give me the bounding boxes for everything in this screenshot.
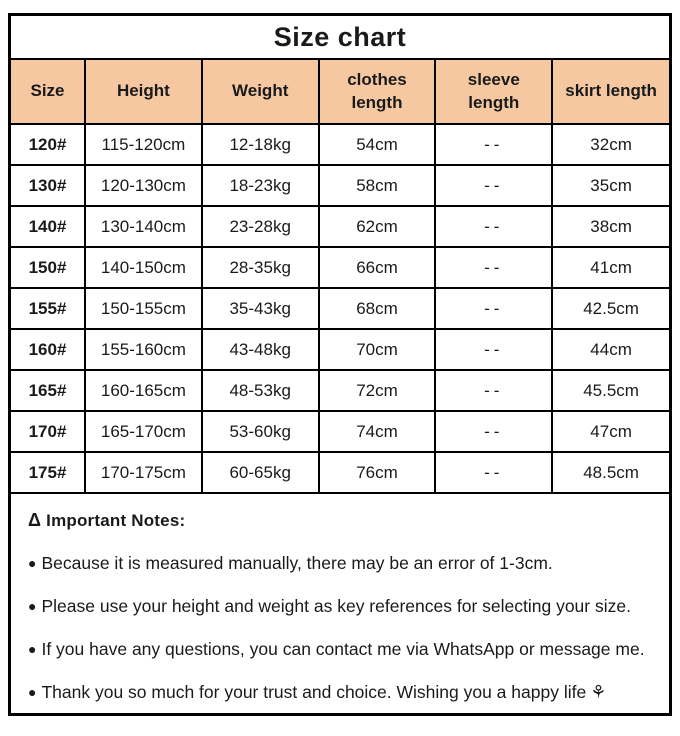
size-cell: 120# bbox=[11, 124, 85, 165]
note-item bbox=[28, 596, 652, 617]
table-row bbox=[11, 329, 669, 370]
table-row bbox=[11, 206, 669, 247]
value-cell: 43-48kg bbox=[202, 329, 319, 370]
note-item bbox=[28, 553, 652, 574]
table-row bbox=[11, 165, 669, 206]
value-cell: -- bbox=[435, 247, 552, 288]
value-cell: 42.5cm bbox=[552, 288, 669, 329]
value-cell: 45.5cm bbox=[552, 370, 669, 411]
size-cell: 130# bbox=[11, 165, 85, 206]
note-text: Because it is measured manually, there may be an error of 1-3cm. bbox=[41, 553, 553, 573]
note-text: If you have any questions, you can contact me via WhatsApp or message me. bbox=[41, 639, 645, 659]
size-cell: 165# bbox=[11, 370, 85, 411]
table-row bbox=[11, 452, 669, 493]
col-header-clothes-length: clothes length bbox=[319, 60, 436, 124]
value-cell: 47cm bbox=[552, 411, 669, 452]
note-item bbox=[28, 639, 652, 660]
value-cell: 18-23kg bbox=[202, 165, 319, 206]
value-cell: 58cm bbox=[319, 165, 436, 206]
note-text: Please use your height and weight as key references for selecting your size. bbox=[41, 596, 631, 616]
value-cell: 62cm bbox=[319, 206, 436, 247]
value-cell: 54cm bbox=[319, 124, 436, 165]
value-cell: -- bbox=[435, 329, 552, 370]
value-cell: 130-140cm bbox=[85, 206, 202, 247]
table-row bbox=[11, 288, 669, 329]
value-cell: 35-43kg bbox=[202, 288, 319, 329]
value-cell: 53-60kg bbox=[202, 411, 319, 452]
size-cell: 150# bbox=[11, 247, 85, 288]
bullet-icon: ● bbox=[28, 555, 37, 571]
value-cell: -- bbox=[435, 206, 552, 247]
value-cell: 28-35kg bbox=[202, 247, 319, 288]
value-cell: 41cm bbox=[552, 247, 669, 288]
col-header-size: Size bbox=[11, 60, 85, 124]
value-cell: 48.5cm bbox=[552, 452, 669, 493]
value-cell: -- bbox=[435, 288, 552, 329]
note-item bbox=[28, 682, 652, 703]
value-cell: 170-175cm bbox=[85, 452, 202, 493]
value-cell: 76cm bbox=[319, 452, 436, 493]
notes-title-label: Important Notes: bbox=[46, 511, 186, 530]
table-header-row bbox=[11, 60, 669, 124]
value-cell: 12-18kg bbox=[202, 124, 319, 165]
value-cell: -- bbox=[435, 165, 552, 206]
value-cell: 68cm bbox=[319, 288, 436, 329]
value-cell: 72cm bbox=[319, 370, 436, 411]
value-cell: 48-53kg bbox=[202, 370, 319, 411]
value-cell: 120-130cm bbox=[85, 165, 202, 206]
value-cell: 32cm bbox=[552, 124, 669, 165]
value-cell: 155-160cm bbox=[85, 329, 202, 370]
bullet-icon: ● bbox=[28, 641, 37, 657]
value-cell: 66cm bbox=[319, 247, 436, 288]
size-table-body bbox=[11, 124, 669, 493]
value-cell: 60-65kg bbox=[202, 452, 319, 493]
col-header-sleeve-length: sleeve length bbox=[435, 60, 552, 124]
value-cell: 140-150cm bbox=[85, 247, 202, 288]
value-cell: 165-170cm bbox=[85, 411, 202, 452]
size-chart-sheet bbox=[8, 13, 672, 716]
size-table bbox=[11, 60, 669, 494]
table-row bbox=[11, 247, 669, 288]
value-cell: 74cm bbox=[319, 411, 436, 452]
table-row bbox=[11, 124, 669, 165]
size-cell: 175# bbox=[11, 452, 85, 493]
value-cell: -- bbox=[435, 452, 552, 493]
col-header-weight: Weight bbox=[202, 60, 319, 124]
notes-title bbox=[28, 510, 652, 531]
value-cell: 35cm bbox=[552, 165, 669, 206]
size-cell: 155# bbox=[11, 288, 85, 329]
value-cell: 23-28kg bbox=[202, 206, 319, 247]
size-cell: 140# bbox=[11, 206, 85, 247]
value-cell: -- bbox=[435, 124, 552, 165]
value-cell: 115-120cm bbox=[85, 124, 202, 165]
value-cell: 44cm bbox=[552, 329, 669, 370]
col-header-skirt-length: skirt length bbox=[552, 60, 669, 124]
value-cell: 70cm bbox=[319, 329, 436, 370]
size-cell: 170# bbox=[11, 411, 85, 452]
bullet-icon: ● bbox=[28, 598, 37, 614]
size-cell: 160# bbox=[11, 329, 85, 370]
value-cell: 160-165cm bbox=[85, 370, 202, 411]
note-text: Thank you so much for your trust and choice. Wishing you a happy life bbox=[41, 682, 587, 702]
page-title: Size chart bbox=[11, 16, 669, 60]
value-cell: 150-155cm bbox=[85, 288, 202, 329]
warning-triangle-icon: Δ bbox=[28, 510, 42, 530]
flower-icon: ⚘ bbox=[590, 682, 607, 702]
notes-section bbox=[11, 494, 669, 713]
table-row bbox=[11, 411, 669, 452]
value-cell: 38cm bbox=[552, 206, 669, 247]
value-cell: -- bbox=[435, 370, 552, 411]
bullet-icon: ● bbox=[28, 684, 37, 700]
value-cell: -- bbox=[435, 411, 552, 452]
table-row bbox=[11, 370, 669, 411]
col-header-height: Height bbox=[85, 60, 202, 124]
